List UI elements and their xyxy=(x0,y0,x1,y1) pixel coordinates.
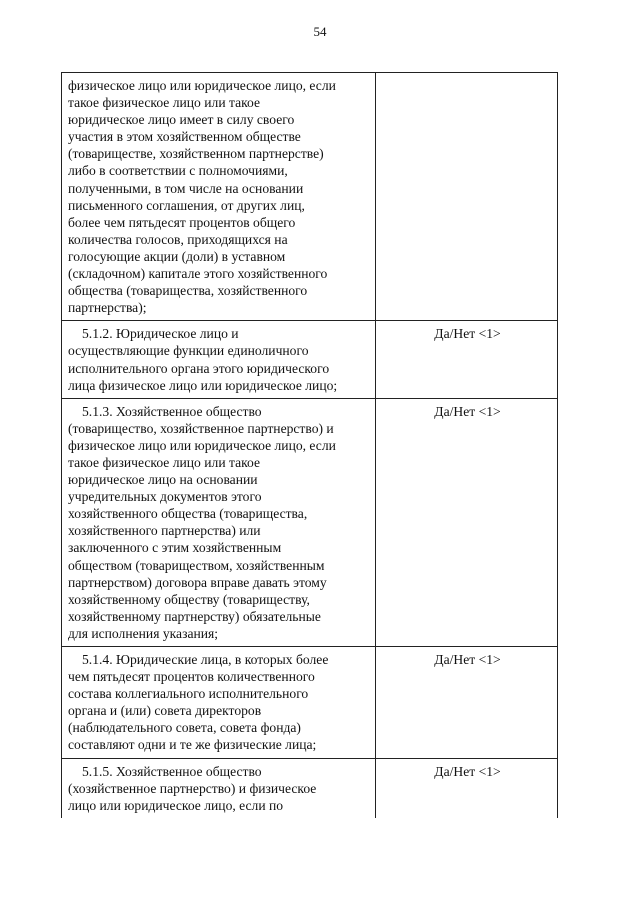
text-line: такое физическое лицо или такое xyxy=(68,454,261,470)
page-number: 54 xyxy=(313,24,327,39)
table-row xyxy=(62,758,558,818)
text-line: учредительных документов этого xyxy=(68,489,262,505)
text-line: 5.1.5. Хозяйственное общество xyxy=(82,763,262,779)
text-line: органа и (или) совета директоров xyxy=(68,703,262,719)
table-row xyxy=(62,73,558,321)
text-line: 5.1.3. Хозяйственное общество xyxy=(82,403,262,419)
text-line: заключенного с этим хозяйственным xyxy=(68,540,282,556)
text-line: хозяйственного партнерства) или xyxy=(68,523,261,539)
text-line: полученными, в том числе на основании xyxy=(68,180,304,196)
text-line: (складочном) капитале этого хозяйственного xyxy=(68,266,328,282)
text-line: общества (товарищества, хозяйственного xyxy=(68,283,308,299)
text-line: чем пятьдесят процентов количественного xyxy=(68,669,315,685)
text-line: (наблюдательного совета, совета фонда) xyxy=(68,720,301,736)
text-line: состава коллегиального исполнительного xyxy=(68,686,309,702)
criteria-table xyxy=(61,72,558,818)
text-line: физическое лицо или юридическое лицо, если xyxy=(68,78,336,93)
text-line: лица физическое лицо или юридическое лицо; xyxy=(68,377,338,393)
answer-cell: Да/Нет <1> xyxy=(376,398,558,646)
text-line: юридическое лицо на основании xyxy=(68,472,258,488)
text-line: партнерством) договора вправе давать этому xyxy=(68,574,327,590)
criterion-text-cell xyxy=(62,398,376,646)
text-line: (товарищество, хозяйственное партнерство) и xyxy=(68,420,334,436)
criterion-text-cell xyxy=(62,321,376,398)
text-line: (товариществе, хозяйственном партнерстве) xyxy=(68,146,324,162)
text-line: физическое лицо или юридическое лицо, если xyxy=(68,437,336,453)
answer-cell: Да/Нет <1> xyxy=(376,321,558,398)
text-line: хозяйственного общества (товарищества, xyxy=(68,506,308,522)
criterion-text-cell xyxy=(62,647,376,759)
text-line: исполнительного органа этого юридического xyxy=(68,360,330,376)
criterion-text-cell xyxy=(62,758,376,818)
text-line: для исполнения указания; xyxy=(68,625,219,641)
text-line: участия в этом хозяйственном обществе xyxy=(68,129,301,145)
text-line: (хозяйственное партнерство) и физическое xyxy=(68,780,317,796)
answer-cell xyxy=(376,73,558,321)
text-line: письменного соглашения, от других лиц, xyxy=(68,197,305,213)
text-line: составляют одни и те же физические лица; xyxy=(68,737,317,753)
text-line: хозяйственному обществу (товариществу, xyxy=(68,591,310,607)
text-line: осуществляющие функции единоличного xyxy=(68,343,309,359)
text-line: более чем пятьдесят процентов общего xyxy=(68,214,296,230)
text-line: голосующие акции (доли) в уставном xyxy=(68,248,286,264)
text-line: 5.1.2. Юридическое лицо и xyxy=(82,326,239,342)
criterion-text-cell xyxy=(62,73,376,321)
text-line: количества голосов, приходящихся на xyxy=(68,231,288,247)
table-row xyxy=(62,321,558,398)
text-line: 5.1.4. Юридические лица, в которых более xyxy=(82,652,329,667)
text-line: партнерства); xyxy=(68,300,147,316)
text-line: юридическое лицо имеет в силу своего xyxy=(68,112,295,128)
table-row xyxy=(62,647,558,759)
table-row xyxy=(62,398,558,646)
answer-cell: Да/Нет <1> xyxy=(376,758,558,818)
text-line: либо в соответствии с полномочиями, xyxy=(68,163,288,179)
text-line: лицо или юридическое лицо, если по xyxy=(68,797,284,813)
answer-cell: Да/Нет <1> xyxy=(376,647,558,759)
text-line: хозяйственному партнерству) обязательные xyxy=(68,608,321,624)
text-line: обществом (товариществом, хозяйственным xyxy=(68,557,325,573)
text-line: такое физическое лицо или такое xyxy=(68,95,261,111)
